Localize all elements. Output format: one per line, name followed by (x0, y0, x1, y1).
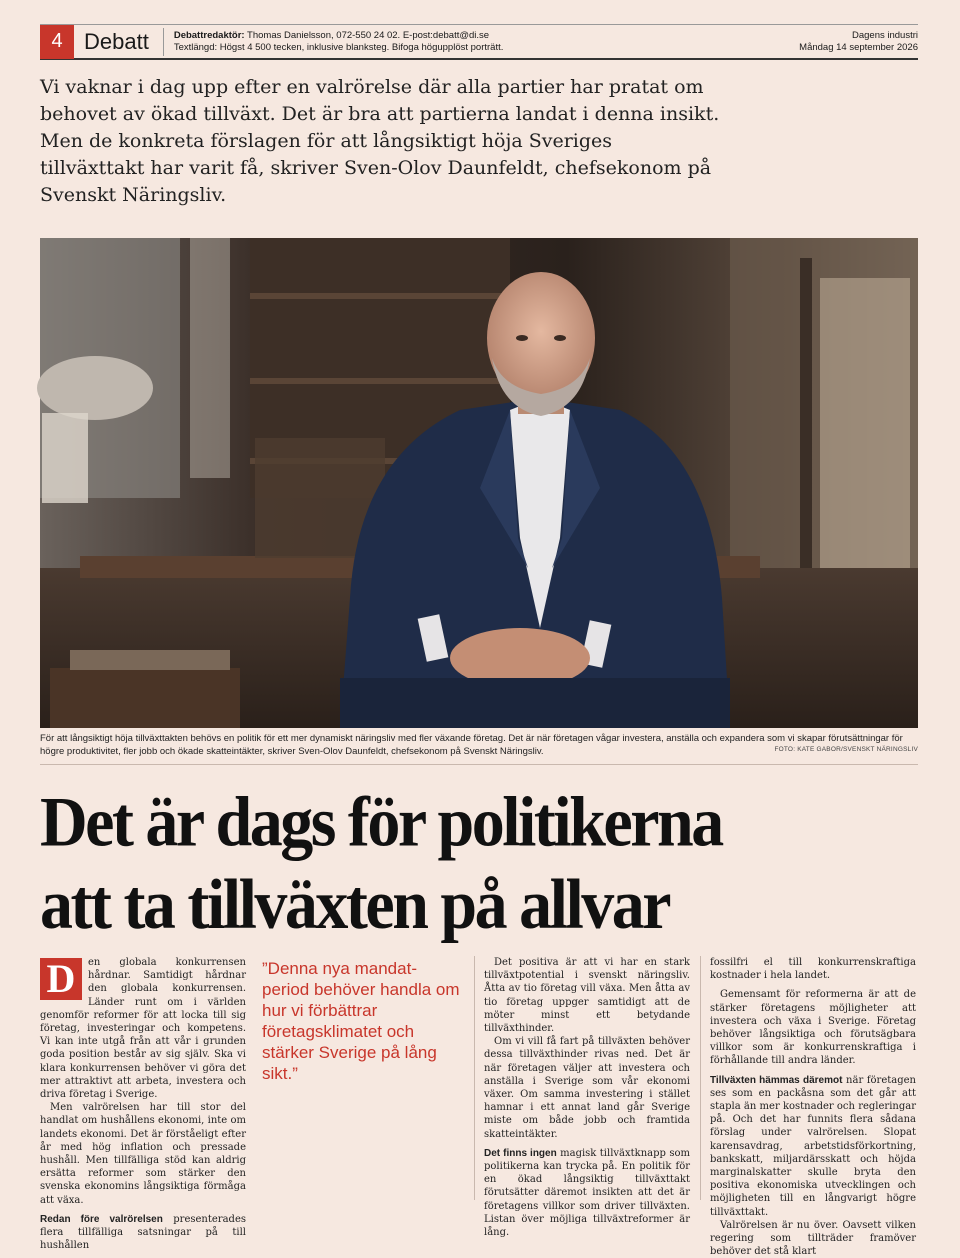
body-column-4 (710, 956, 916, 1258)
headline-line-2: att ta tillväxten på allvar (40, 865, 670, 944)
editor-label: Debattredaktör: (173, 29, 245, 41)
divider (40, 764, 918, 765)
body-paragraph (484, 1147, 690, 1239)
body-paragraph: Det positiva är att vi har en stark tillväxtpotential i svenskt näringsliv. Åtta av tio företag vill växa. Men åtta av tio företag uppger samtidigt att de möter minst ett betydande tillväxthinder. (484, 957, 690, 1035)
editor-contact: Thomas Danielsson, 072-550 24 02. E-post:debatt@di.se (244, 29, 490, 41)
body-paragraph: en globala konkurrensen hårdnar. Samtidigt hårdnar den globala konkurrensen. Länder runt om i världen genomför reformer för att locka till sig företag, investeringar och kompetens. Vi kan inte utgå från att vår i grunden goda position består av sig själv. Ska vi klara konkurrensen behöver vi göra det mer attraktivt att arbeta, investera och driva företag i Sverige. (40, 957, 246, 1101)
editor-info (164, 30, 799, 54)
photo-credit: FOTO: KATE GABOR/SVENSKT NÄRINGSLIV (774, 746, 918, 753)
body-paragraph (40, 1213, 246, 1253)
paragraph-lead: Redan före valrörelsen (40, 1213, 163, 1225)
body-paragraph (710, 1074, 916, 1219)
length-info: Textlängd: Högst 4 500 tecken, inklusive blanksteg. Bifoga högupplöst porträtt. (173, 41, 504, 53)
issue-date: Måndag 14 september 2026 (799, 41, 918, 53)
page-number: 4 (40, 25, 74, 59)
body-paragraph: Om vi vill få fart på tillväxten behöver dessa tillväxthinder rivas ned. Det är när företagen väljer att investera och anställa i Sverige som vår ekonomi växer. Om samma investering i stället hamnar i ett annat land går Sverige miste om både jobb och framtida skatteintäkter. (484, 1036, 690, 1140)
body-column-3 (484, 956, 690, 1239)
page-header (40, 24, 918, 60)
photo-caption: För att långsiktigt höja tillväxttakten behövs en politik för ett mer dynamiskt näringsliv med fler växande företag. Det är när företagen vågar investera, anställa och expandera som vi skapar förutsättningar för högre produktivitet, fler jobb och ökade skatteintäkter, skriver Sven-Olov Daunfeldt, chefsekonom på Svenskt Näringsliv. (40, 733, 903, 757)
paragraph-text: när företagen ses som en packåsna som det går att stapla än mer kostnader och regleringar på. Och det har funnits flera sådana förslag under valrörelsen. Slopat karensavdrag, arbetstidsförkortning, bankskatt, miljardärsskatt och höjda marginalskatter skulle bryta den positiva ekonomiska utvecklingen och möjligheten till en långvarigt högre tillväxttakt. (710, 1074, 916, 1218)
paragraph-lead: Tillväxten hämmas däremot (710, 1074, 843, 1086)
body-column-1 (40, 956, 246, 1252)
body-paragraph: Valrörelsen är nu över. Oavsett vilken regering som tillträder framöver behöver det stå klart (710, 1219, 916, 1258)
pull-quote: ”Denna nya mandat-period behöver handla om hur vi förbättrar företagsklimatet och stärker Sverige på lång sikt.” (262, 959, 460, 1083)
section-name: Debatt (74, 28, 164, 56)
article-ingress: Vi vaknar i dag upp efter en valrörelse där alla partier har pratat om behovet av ökad tillväxt. Det är bra att partierna landat i denna insikt. Men de konkreta förslagen för att långsiktigt höja Sveriges tillväxttakt har varit få, skriver Sven-Olov Daunfeldt, chefsekonom på Svenskt Näringsliv. (40, 76, 720, 206)
paragraph-lead: Det finns ingen (484, 1147, 557, 1159)
paper-info (799, 30, 918, 54)
body-paragraph: Gemensamt för reformerna är att de stärker företagens möjligheter att investera och växa i Sverige. Företag behöver långsiktiga och förutsägbara villkor som är konkurrenskraftiga i förhållande till andra länder. (710, 989, 916, 1067)
column-divider (700, 956, 701, 1200)
paragraph-text: magisk tillväxtknapp som politikerna kan trycka på. En politik för en ökad långsiktig tillväxttakt förutsätter däremot insikten att det är företagens villkor som driver tillväxten. Listan över möjliga tillväxtreformer är lång. (484, 1147, 690, 1239)
paragraph-text: presenterades flera tillfälliga satsningar på till hushållen (40, 1213, 246, 1252)
column-divider (474, 956, 475, 1200)
body-paragraph: fossilfri el till konkurrenskraftiga kostnader i hela landet. (710, 957, 916, 982)
portrait-illustration (40, 238, 918, 728)
paper-name: Dagens industri (851, 29, 918, 41)
drop-cap: D (40, 958, 82, 1000)
headline-line-1: Det är dags för politikerna (40, 783, 722, 862)
article-photo (40, 238, 918, 728)
article-headline (40, 782, 920, 946)
body-paragraph: Men valrörelsen har till stor del handlat om hushållens ekonomi, inte om landets ekonomi. Det är förståeligt efter år med hög inflation och pressade hushåll. Men tillfälliga stöd kan aldrig ersätta reformer som stärker den svenska ekonomins långsiktiga förmåga att växa. (40, 1102, 246, 1206)
